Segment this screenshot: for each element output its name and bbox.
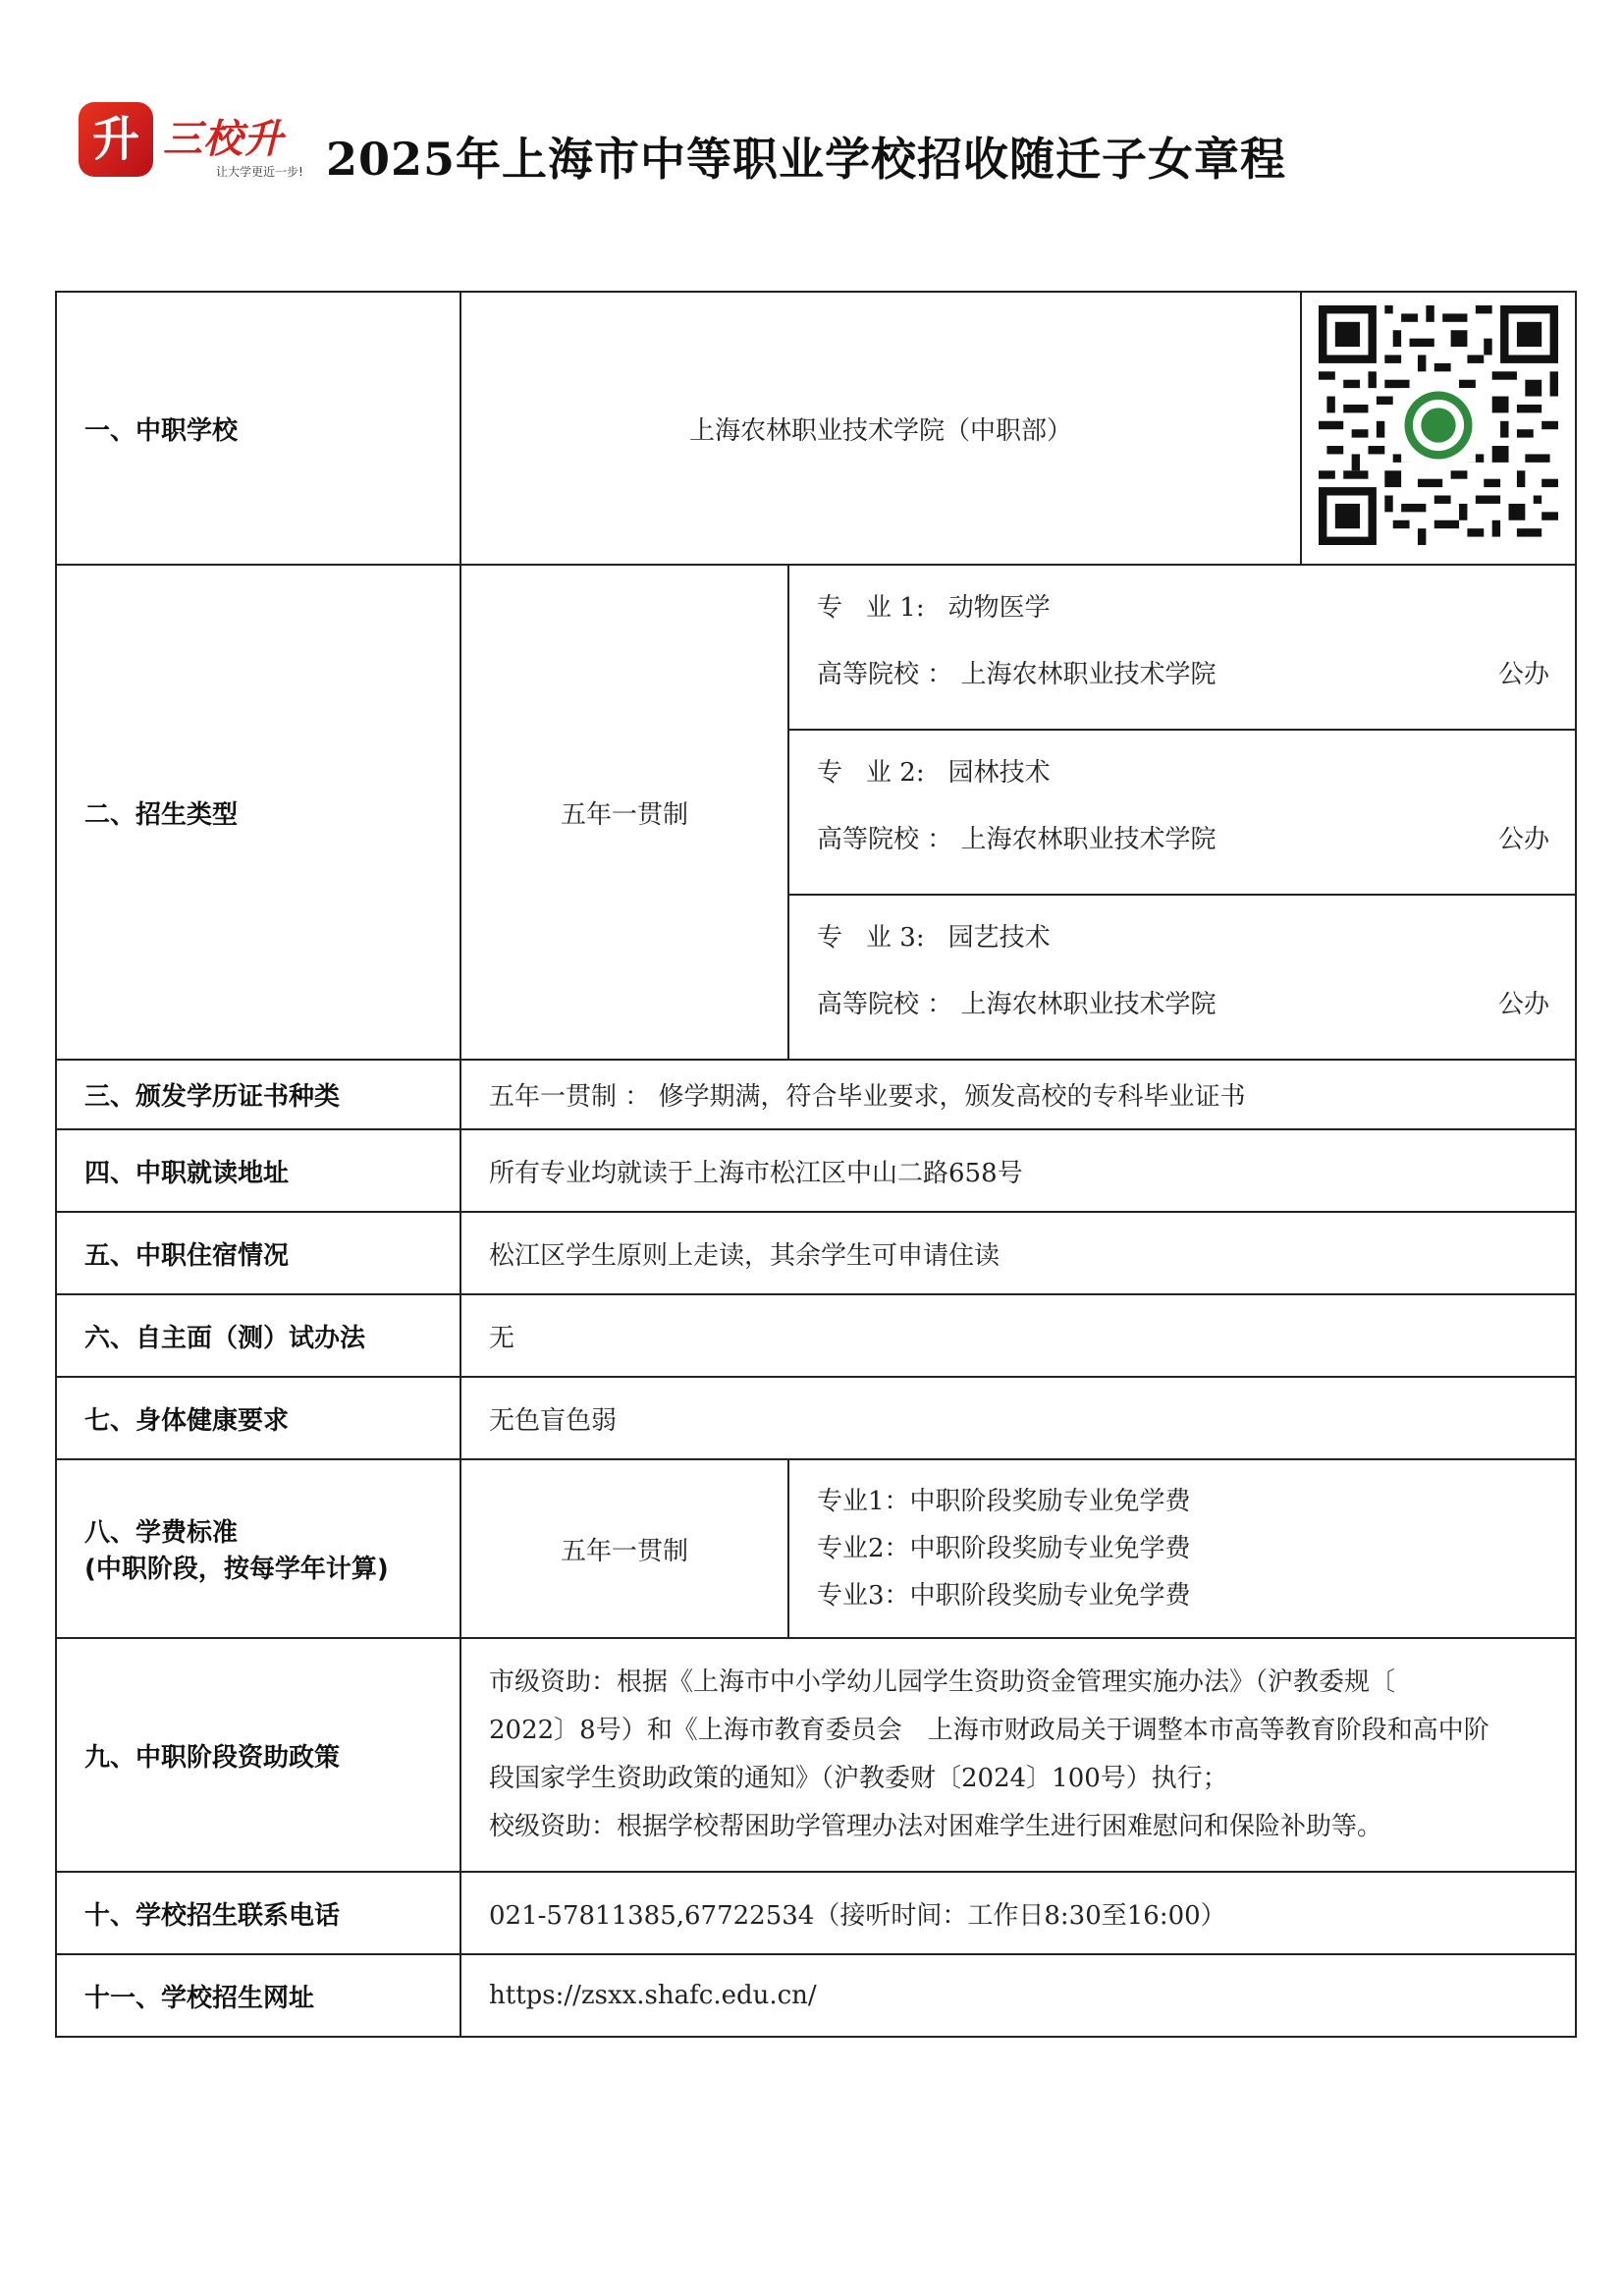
school-label: 一、中职学校 <box>56 292 460 565</box>
interview-value: 无 <box>460 1294 1576 1377</box>
college-kind: 公办 <box>1498 825 1550 854</box>
page-header <box>79 96 1551 194</box>
aid-line: 2022〕8号）和《上海市教育委员会 上海市财政局关于调整本市高等教育阶段和高中阶 <box>489 1716 1489 1745</box>
dorm-value: 松江区学生原则上走读，其余学生可申请住读 <box>460 1212 1576 1294</box>
row-address <box>56 1129 1576 1212</box>
fees-label <box>56 1459 460 1638</box>
majors-cell <box>788 565 1576 1060</box>
logo-slogan: 让大学更近一步! <box>216 165 303 179</box>
fees-lines <box>788 1459 1576 1638</box>
major-name: 园艺技术 <box>947 923 1051 953</box>
aid-label: 九、中职阶段资助政策 <box>56 1638 460 1872</box>
admission-info-table <box>55 291 1577 2038</box>
college-name: 上海农林职业技术学院 <box>960 990 1216 1019</box>
phone-label: 十、学校招生联系电话 <box>56 1872 460 1954</box>
college-kind: 公办 <box>1498 990 1550 1019</box>
major-block-1 <box>789 566 1575 729</box>
college-label: 高等院校 ： <box>817 990 953 1019</box>
fees-program: 五年一贯制 <box>460 1459 788 1638</box>
major-number: 业 1: <box>866 593 925 623</box>
row-fees <box>56 1459 1576 1638</box>
college-name: 上海农林职业技术学院 <box>960 660 1216 689</box>
aid-line: 校级资助：根据学校帮困助学管理办法对困难学生进行困难慰问和保险补助等。 <box>489 1812 1383 1841</box>
college-name: 上海农林职业技术学院 <box>960 825 1216 854</box>
row-school <box>56 292 1576 565</box>
row-aid <box>56 1638 1576 1872</box>
logo-badge-icon: 升 <box>79 102 153 177</box>
major-name: 动物医学 <box>947 593 1051 623</box>
phone-value: 021-57811385,67722534（接听时间：工作日8:30至16:00） <box>460 1872 1576 1954</box>
major-name: 园林技术 <box>947 758 1051 788</box>
college-label: 高等院校 ： <box>817 825 953 854</box>
page-title: 2025年上海市中等职业学校招收随迁子女章程 <box>326 133 1287 186</box>
fee-line: 专业3：中职阶段奖励专业免学费 <box>817 1581 1191 1611</box>
row-phone <box>56 1872 1576 1954</box>
qr-code-cell <box>1301 292 1576 565</box>
enrollment-type-label: 二、招生类型 <box>56 565 460 1060</box>
major-block-3 <box>789 894 1575 1059</box>
fee-line: 专业2：中职阶段奖励专业免学费 <box>817 1534 1191 1563</box>
brand-logo <box>79 102 324 191</box>
row-website <box>56 1954 1576 2037</box>
fee-line: 专业1：中职阶段奖励专业免学费 <box>817 1487 1191 1516</box>
college-label: 高等院校 ： <box>817 660 953 689</box>
interview-label: 六、自主面（测）试办法 <box>56 1294 460 1377</box>
row-certificate <box>56 1060 1576 1129</box>
row-health <box>56 1377 1576 1459</box>
row-interview <box>56 1294 1576 1377</box>
major-prefix: 专 <box>817 923 843 953</box>
website-label: 十一、学校招生网址 <box>56 1954 460 2037</box>
health-label: 七、身体健康要求 <box>56 1377 460 1459</box>
fees-label-line1: 八、学费标准 <box>84 1518 239 1548</box>
qr-code-icon <box>1319 305 1558 545</box>
enrollment-program: 五年一贯制 <box>460 565 788 1060</box>
certificate-value: 五年一贯制 ： 修学期满，符合毕业要求，颁发高校的专科毕业证书 <box>460 1060 1576 1129</box>
website-link[interactable]: https://zsxx.shafc.edu.cn/ <box>460 1954 1576 2037</box>
major-prefix: 专 <box>817 758 843 788</box>
major-block-2 <box>789 729 1575 894</box>
row-dorm <box>56 1212 1576 1294</box>
aid-policy <box>460 1638 1576 1872</box>
college-kind: 公办 <box>1498 660 1550 689</box>
logo-name: 三校升 <box>163 117 284 162</box>
school-name: 上海农林职业技术学院（中职部） <box>460 292 1301 565</box>
health-value: 无色盲色弱 <box>460 1377 1576 1459</box>
major-number: 业 2: <box>866 758 925 788</box>
major-prefix: 专 <box>817 593 843 623</box>
address-value: 所有专业均就读于上海市松江区中山二路658号 <box>460 1129 1576 1212</box>
certificate-label: 三、颁发学历证书种类 <box>56 1060 460 1129</box>
aid-line: 市级资助：根据《上海市中小学幼儿园学生资助资金管理实施办法》（沪教委规〔 <box>489 1667 1396 1697</box>
dorm-label: 五、中职住宿情况 <box>56 1212 460 1294</box>
major-number: 业 3: <box>866 923 925 953</box>
aid-line: 段国家学生资助政策的通知》（沪教委财〔2024〕100号）执行； <box>489 1764 1228 1793</box>
row-enrollment-type <box>56 565 1576 1060</box>
fees-label-line2: (中职阶段，按每学年计算) <box>84 1555 389 1584</box>
address-label: 四、中职就读地址 <box>56 1129 460 1212</box>
